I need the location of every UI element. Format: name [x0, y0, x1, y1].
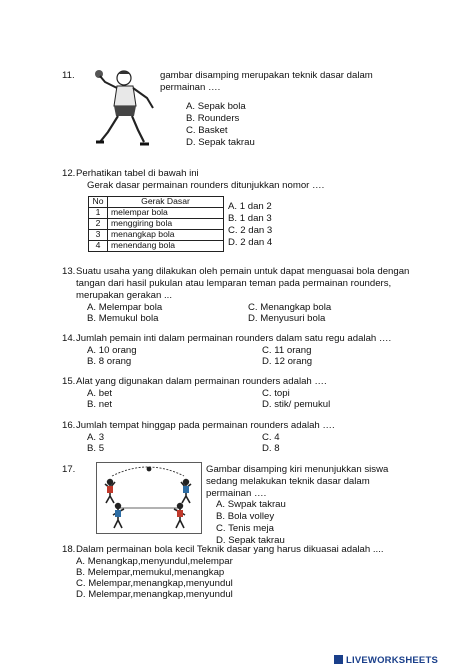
- table-cell-no: 1: [89, 208, 108, 219]
- q13-option-b[interactable]: B. Memukul bola: [87, 313, 159, 324]
- q11-text-line1: gambar disamping merupakan teknik dasar dalam: [160, 70, 373, 81]
- pitcher-illustration: [92, 66, 158, 152]
- q12-option-a[interactable]: A. 1 dan 2: [228, 201, 272, 212]
- q11-text-line2: permainan ….: [160, 82, 221, 93]
- q17-option-a[interactable]: A. Swpak takrau: [216, 499, 286, 510]
- table-cell-gerak: melempar bola: [108, 208, 224, 219]
- q15-option-d[interactable]: D. stik/ pemukul: [262, 399, 331, 410]
- table-cell-gerak: menggiring bola: [108, 219, 224, 230]
- q18-option-d[interactable]: D. Melempar,menangkap,menyundul: [76, 589, 233, 600]
- q17-number: 17.: [62, 464, 76, 475]
- q11-option-d[interactable]: D. Sepak takrau: [186, 137, 255, 148]
- q11-option-b[interactable]: B. Rounders: [186, 113, 240, 124]
- q13-option-d[interactable]: D. Menyusuri bola: [248, 313, 326, 324]
- q18-option-a[interactable]: A. Menangkap,menyundul,melempar: [76, 556, 233, 567]
- q15-option-a[interactable]: A. bet: [87, 388, 113, 399]
- table-cell-no: 3: [89, 230, 108, 241]
- q16-text-line1: Jumlah tempat hinggap pada permainan rounders adalah ….: [76, 420, 335, 431]
- q14-number: 14.: [62, 333, 76, 344]
- q18-option-b[interactable]: B. Melempar,memukul,menangkap: [76, 567, 225, 578]
- q14-option-c[interactable]: C. 11 orang: [262, 345, 312, 356]
- q16-option-d[interactable]: D. 8: [262, 443, 280, 454]
- liveworksheets-logo-text: LIVEWORKSHEETS: [346, 655, 439, 666]
- q18-option-c[interactable]: C. Melempar,menangkap,menyundul: [76, 578, 233, 589]
- table-cell-no: 4: [89, 241, 108, 252]
- q12-option-c[interactable]: C. 2 dan 3: [228, 225, 273, 236]
- q14-option-a[interactable]: A. 10 orang: [87, 345, 137, 356]
- q16-option-c[interactable]: C. 4: [262, 432, 280, 443]
- ball-passing-illustration: [96, 462, 202, 534]
- q17-text-line3: permainan ….: [206, 488, 267, 499]
- q16-option-a[interactable]: A. 3: [87, 432, 105, 443]
- q16-number: 16.: [62, 420, 76, 431]
- q13-text-line3: merupakan gerakan ...: [76, 290, 172, 301]
- q15-option-c[interactable]: C. topi: [262, 388, 290, 399]
- table-cell-no: 2: [89, 219, 108, 230]
- q17-option-b[interactable]: B. Bola volley: [216, 511, 275, 522]
- q17-text-line2: sedang melakukan teknik dasar dalam: [206, 476, 370, 487]
- q17-text-line1: Gambar disamping kiri menunjukkan siswa: [206, 464, 389, 475]
- q11-option-c[interactable]: C. Basket: [186, 125, 228, 136]
- q18-number: 18.: [62, 544, 76, 555]
- q13-number: 13.: [62, 266, 76, 277]
- table-header-gerak: Gerak Dasar: [108, 197, 224, 208]
- q12-option-b[interactable]: B. 1 dan 3: [228, 213, 272, 224]
- liveworksheets-logo[interactable]: [334, 655, 438, 667]
- q15-number: 15.: [62, 376, 76, 387]
- q11-option-a[interactable]: A. Sepak bola: [186, 101, 246, 112]
- table-cell-gerak: menangkap bola: [108, 230, 224, 241]
- q13-text-line1: Suatu usaha yang dilakukan oleh pemain untuk dapat menguasai bola dengan: [76, 266, 410, 277]
- table-row: [89, 241, 224, 252]
- q15-option-b[interactable]: B. net: [87, 399, 113, 410]
- table-header-no: No: [89, 197, 108, 208]
- q12-text-line1: Perhatikan tabel di bawah ini: [76, 168, 199, 179]
- q12-text-line2: Gerak dasar permainan rounders ditunjukkan nomor ….: [87, 180, 325, 191]
- q14-text-line1: Jumlah pemain inti dalam permainan rounders dalam satu regu adalah ….: [76, 333, 392, 344]
- q17-option-c[interactable]: C. Tenis meja: [216, 523, 274, 534]
- table-row: [89, 208, 224, 219]
- q16-option-b[interactable]: B. 5: [87, 443, 105, 454]
- liveworksheets-logo-icon: [334, 655, 343, 664]
- q15-text-line1: Alat yang digunakan dalam permainan rounders adalah ….: [76, 376, 327, 387]
- table-row: [89, 230, 224, 241]
- q13-option-c[interactable]: C. Menangkap bola: [248, 302, 332, 313]
- q18-text-line1: Dalam permainan bola kecil Teknik dasar yang harus dikuasai adalah ....: [76, 544, 384, 555]
- q17-option-d[interactable]: D. Sepak takrau: [216, 535, 285, 546]
- q13-option-a[interactable]: A. Melempar bola: [87, 302, 163, 313]
- motion-table: [88, 196, 224, 252]
- q14-option-b[interactable]: B. 8 orang: [87, 356, 132, 367]
- q12-number: 12.: [62, 168, 76, 179]
- q11-number: 11.: [62, 70, 75, 81]
- table-cell-gerak: menendang bola: [108, 241, 224, 252]
- q12-option-d[interactable]: D. 2 dan 4: [228, 237, 273, 248]
- q13-text-line2: tangan dari hasil pukulan atau lemparan teman pada permainan rounders,: [76, 278, 392, 289]
- q14-option-d[interactable]: D. 12 orang: [262, 356, 313, 367]
- table-row: [89, 219, 224, 230]
- table-header-row: [89, 197, 224, 208]
